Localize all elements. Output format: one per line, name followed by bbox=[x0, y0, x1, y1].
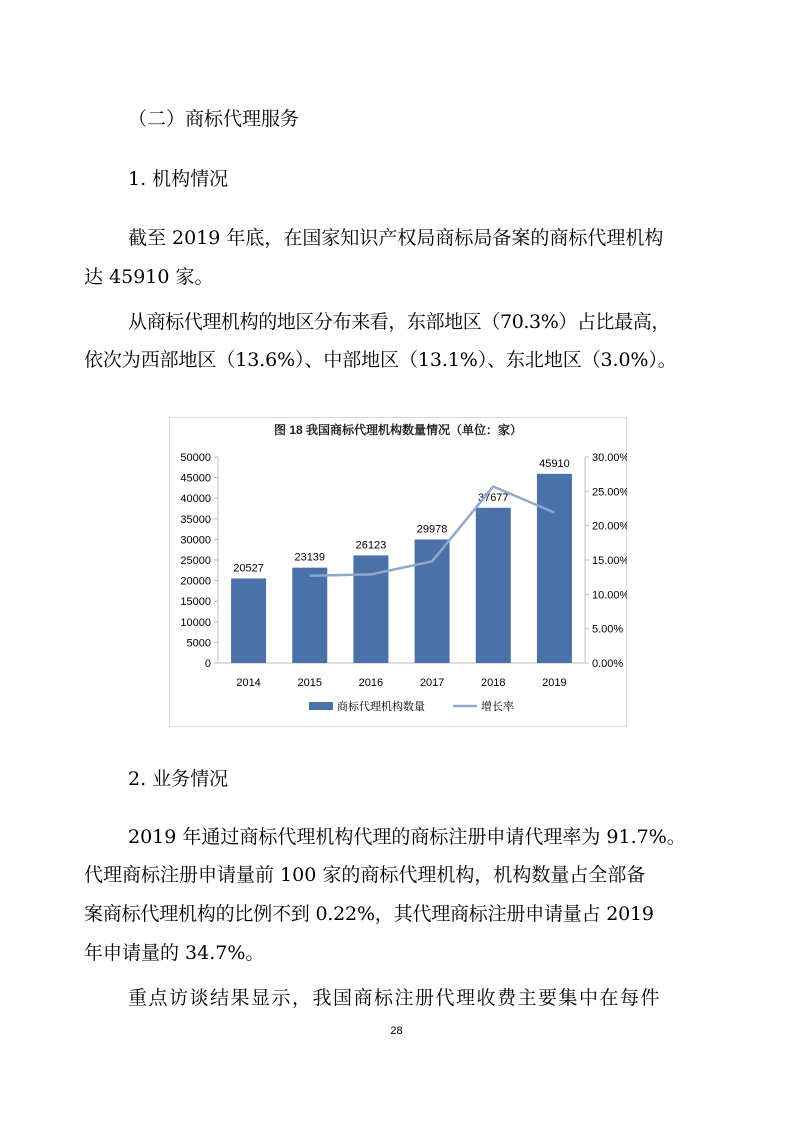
y-left-tick-label: 20000 bbox=[180, 575, 211, 588]
paragraph-3-line-1: 2019 年通过商标代理机构代理的商标注册申请代理率为 91.7%。 bbox=[128, 826, 686, 848]
legend-line-label: 增长率 bbox=[481, 701, 514, 713]
bar-data-label: 26123 bbox=[355, 539, 387, 552]
chart-title: 图 18 我国商标代理机构数量情况（单位：家） bbox=[273, 423, 523, 437]
y-right-tick-label: 0.00% bbox=[592, 658, 624, 670]
paragraph-3-line-3: 案商标代理机构的比例不到 0.22%，其代理商标注册申请量占 2019 bbox=[84, 903, 654, 925]
bar-data-label: 37677 bbox=[477, 491, 509, 504]
paragraph-3-line-2: 代理商标注册申请量前 100 家的商标代理机构，机构数量占全部备 bbox=[84, 864, 646, 886]
y-left-tick-label: 5000 bbox=[186, 637, 211, 650]
paragraph-2-line-2: 依次为西部地区（13.6%）、中部地区（13.1%）、东北地区（3.0%）。 bbox=[84, 349, 677, 371]
bar-data-label: 45910 bbox=[539, 457, 570, 470]
y-left-tick-label: 0 bbox=[204, 658, 211, 670]
paragraph-4-line-1: 重点访谈结果显示，我国商标注册代理收费主要集中在每件 bbox=[128, 987, 662, 1009]
paragraph-1-line-1: 截至 2019 年底，在国家知识产权局商标局备案的商标代理机构 bbox=[128, 227, 664, 249]
paragraph-1-line-2: 达 45910 家。 bbox=[84, 266, 214, 288]
y-left-tick-label: 30000 bbox=[180, 534, 211, 547]
bar-2015 bbox=[292, 568, 327, 663]
y-left-tick-label: 45000 bbox=[180, 472, 211, 485]
y-right-tick-label: 30.00% bbox=[592, 452, 627, 464]
subsection-heading-2: 2. 业务情况 bbox=[128, 768, 229, 790]
y-left-tick-label: 15000 bbox=[180, 596, 211, 609]
x-tick-label: 2015 bbox=[297, 677, 322, 689]
bar-2018 bbox=[476, 508, 511, 663]
page-number: 28 bbox=[390, 1025, 403, 1037]
bar-data-label: 20527 bbox=[233, 562, 264, 575]
y-right-tick-label: 25.00% bbox=[592, 486, 627, 499]
x-tick-label: 2019 bbox=[542, 677, 567, 689]
bar-line-chart bbox=[169, 417, 627, 727]
y-left-tick-label: 25000 bbox=[180, 555, 211, 567]
subsection-heading-1: 1. 机构情况 bbox=[128, 168, 229, 190]
paragraph-2-line-1: 从商标代理机构的地区分布来看，东部地区（70.3%）占比最高， bbox=[128, 311, 670, 333]
x-tick-label: 2018 bbox=[481, 677, 506, 689]
y-left-tick-label: 50000 bbox=[180, 452, 211, 464]
bar-data-label: 23139 bbox=[294, 551, 326, 564]
legend-bar-label: 商标代理机构数量 bbox=[337, 701, 425, 713]
y-right-tick-label: 10.00% bbox=[592, 589, 627, 602]
bar-2017 bbox=[415, 539, 450, 663]
y-left-tick-label: 35000 bbox=[180, 513, 211, 526]
section-heading: （二）商标代理服务 bbox=[128, 108, 300, 130]
y-right-tick-label: 5.00% bbox=[592, 623, 624, 636]
y-left-tick-label: 10000 bbox=[180, 616, 211, 629]
bar-data-label: 29978 bbox=[416, 523, 448, 536]
x-tick-label: 2014 bbox=[236, 677, 261, 689]
x-tick-label: 2016 bbox=[358, 677, 384, 689]
paragraph-3-line-4: 年申请量的 34.7%。 bbox=[84, 942, 265, 964]
y-right-tick-label: 20.00% bbox=[592, 520, 627, 533]
bar-2019 bbox=[537, 474, 572, 663]
y-right-tick-label: 15.00% bbox=[592, 555, 627, 567]
figure-18 bbox=[169, 417, 627, 727]
bar-2014 bbox=[231, 578, 266, 663]
x-tick-label: 2017 bbox=[419, 677, 445, 689]
legend-bar-swatch bbox=[309, 702, 333, 710]
y-left-tick-label: 40000 bbox=[180, 493, 211, 506]
